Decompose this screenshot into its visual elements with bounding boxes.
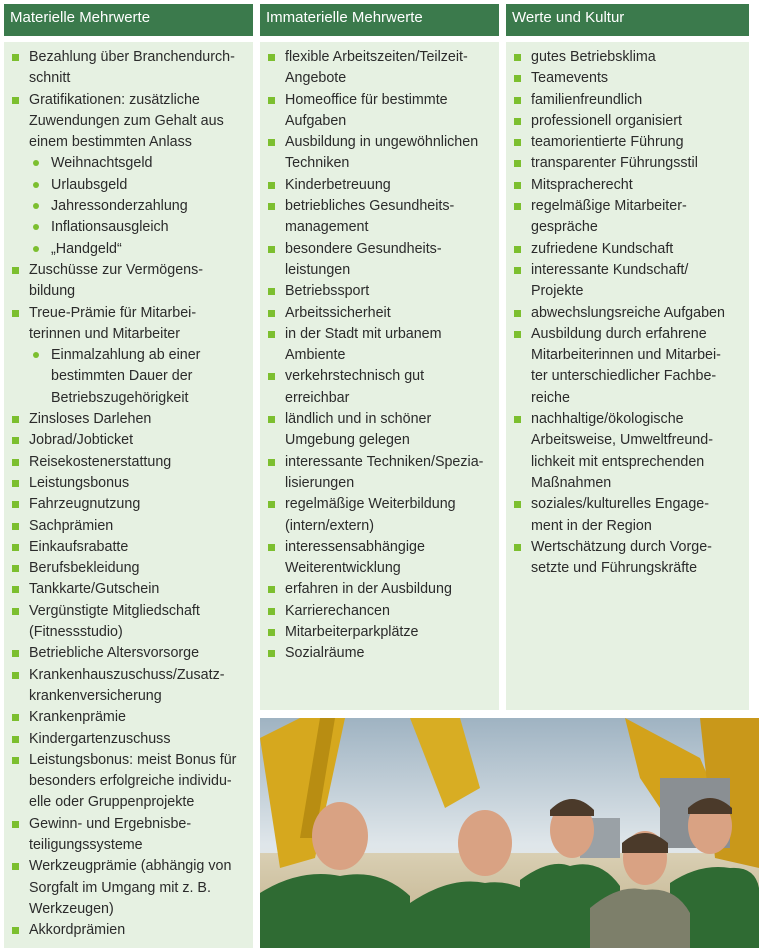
- list-item: [12, 558, 245, 579]
- bullet-square-icon: [12, 863, 19, 870]
- list-item-text: besondere Gesundheits- leistungen: [285, 240, 442, 278]
- bullet-square-icon: [268, 54, 275, 61]
- bullet-square-icon: [12, 565, 19, 572]
- bullet-dot-icon: [33, 203, 39, 209]
- list-item-text: Betriebliche Altersvorsorge: [29, 645, 200, 662]
- list-item-text: in der Stadt mit urbanem Ambiente: [285, 325, 442, 364]
- list-item-text: Zuschüsse zur Vermögens- bildung: [29, 261, 204, 300]
- list-item-text: Leistungsbonus: meist Bonus für besonders erfolgreiche individu- elle oder Gruppenprojekte: [29, 751, 237, 811]
- bullet-square-icon: [268, 629, 275, 636]
- bullet-square-icon: [268, 608, 275, 615]
- list-item-text: Fahrzeugnutzung: [29, 496, 141, 513]
- column-title: Werte und Kultur: [512, 9, 625, 26]
- list-item-text: erfahren in der Ausbildung: [285, 581, 452, 598]
- column-body-materielle: [4, 42, 253, 948]
- sub-list-item: [29, 239, 245, 260]
- list-item: [268, 452, 491, 495]
- bullet-square-icon: [514, 246, 521, 253]
- list-item-text: Jobrad/Jobticket: [29, 432, 134, 449]
- column-body-immaterielle: [260, 42, 499, 710]
- list-item-text: Karrierechancen: [285, 602, 390, 619]
- list-item-text: Arbeitssicherheit: [285, 304, 391, 321]
- bullet-dot-icon: [33, 246, 39, 252]
- sub-list-item-text: Jahressonderzahlung: [51, 198, 188, 215]
- bullet-square-icon: [12, 416, 19, 423]
- column-header-materielle: [4, 4, 253, 36]
- list-item: [514, 494, 741, 537]
- list-item: [12, 537, 245, 558]
- bullet-square-icon: [12, 608, 19, 615]
- list-item: [268, 601, 491, 622]
- list-item: [12, 260, 245, 303]
- bullet-square-icon: [268, 139, 275, 146]
- list-item: [12, 729, 245, 750]
- sub-list-item-text: Weihnachtsgeld: [51, 155, 153, 172]
- bullet-square-icon: [268, 203, 275, 210]
- list-item: [12, 707, 245, 728]
- benefit-list: [268, 47, 491, 665]
- list-item-text: Reisekostenerstattung: [29, 453, 172, 470]
- bullet-square-icon: [12, 310, 19, 317]
- column-body-werte: [506, 42, 749, 710]
- bullet-square-icon: [514, 331, 521, 338]
- bullet-square-icon: [268, 97, 275, 104]
- list-item-text: Teamevents: [531, 70, 609, 87]
- list-item-text: Treue-Prämie für Mitarbei- terinnen und Mitarbeiter: [29, 304, 197, 342]
- list-item: [514, 324, 741, 409]
- bullet-square-icon: [268, 246, 275, 253]
- bullet-square-icon: [514, 139, 521, 146]
- list-item: [514, 47, 741, 68]
- list-item: [268, 281, 491, 302]
- bullet-square-icon: [514, 203, 521, 210]
- list-item: [514, 90, 741, 111]
- bullet-square-icon: [514, 310, 521, 317]
- list-item: [268, 239, 491, 282]
- list-item: [268, 409, 491, 452]
- list-item: [12, 90, 245, 260]
- bullet-square-icon: [514, 75, 521, 82]
- list-item: [12, 473, 245, 494]
- list-item: [12, 750, 245, 814]
- list-item: [268, 494, 491, 537]
- bullet-square-icon: [12, 586, 19, 593]
- list-item: [268, 47, 491, 90]
- list-item: [268, 196, 491, 239]
- bullet-square-icon: [12, 97, 19, 104]
- list-item-text: betriebliches Gesundheits- management: [285, 198, 455, 236]
- sub-list-item: [29, 345, 245, 409]
- list-item-text: Gewinn- und Ergebnisbe- teiligungssysteme: [29, 815, 192, 853]
- list-item-text: Betriebssport: [285, 283, 370, 300]
- bullet-square-icon: [514, 118, 521, 125]
- list-item-text: Zinsloses Darlehen: [29, 411, 152, 428]
- list-item-text: Kindergartenzuschuss: [29, 730, 171, 747]
- list-item-text: Krankenprämie: [29, 709, 126, 726]
- bullet-square-icon: [12, 650, 19, 657]
- list-item: [12, 516, 245, 537]
- list-item-text: gutes Betriebsklima: [531, 49, 656, 65]
- list-item: [514, 153, 741, 174]
- list-item: [12, 430, 245, 451]
- list-item: [514, 111, 741, 132]
- bullet-square-icon: [268, 331, 275, 338]
- bullet-square-icon: [12, 437, 19, 444]
- bullet-square-icon: [268, 288, 275, 295]
- list-item-text: Gratifikationen: zusätzliche Zuwendungen zum Gehalt aus einem bestimmten Anlass: [29, 91, 224, 151]
- bullet-square-icon: [268, 650, 275, 657]
- column-title: Immaterielle Mehrwerte: [266, 9, 423, 26]
- list-item: [514, 303, 741, 324]
- bullet-square-icon: [12, 544, 19, 551]
- list-item-text: zufriedene Kundschaft: [531, 240, 674, 257]
- bullet-square-icon: [268, 310, 275, 317]
- list-item: [12, 814, 245, 857]
- bullet-square-icon: [12, 736, 19, 743]
- list-item-text: Werkzeugprämie (abhängig von Sorgfalt im Umgang mit z. B. Werkzeugen): [29, 858, 232, 917]
- list-item-text: Vergünstigte Mitgliedschaft (Fitnessstudio): [29, 602, 200, 641]
- list-item-text: Akkordprämien: [29, 922, 126, 939]
- list-item: [268, 303, 491, 324]
- sub-list: [29, 345, 245, 409]
- list-item: [268, 537, 491, 580]
- bullet-square-icon: [268, 586, 275, 593]
- sub-list-item: [29, 175, 245, 196]
- list-item-text: Wertschätzung durch Vorge- setzte und Führungskräfte: [531, 538, 712, 577]
- bullet-square-icon: [268, 459, 275, 466]
- list-item-text: Einkaufsrabatte: [29, 538, 129, 555]
- benefit-list: [514, 47, 741, 579]
- sub-list-item: [29, 217, 245, 238]
- list-item-text: interessante Techniken/Spezia- lisierungen: [285, 453, 484, 491]
- bullet-square-icon: [12, 672, 19, 679]
- list-item-text: interessante Kundschaft/ Projekte: [531, 261, 689, 300]
- list-item-text: Leistungsbonus: [29, 474, 130, 491]
- list-item: [12, 494, 245, 515]
- bullet-dot-icon: [33, 160, 39, 166]
- column-header-werte: [506, 4, 749, 36]
- list-item: [268, 175, 491, 196]
- list-item: [268, 366, 491, 409]
- bullet-square-icon: [514, 501, 521, 508]
- bullet-dot-icon: [33, 182, 39, 188]
- list-item: [514, 409, 741, 494]
- bullet-square-icon: [12, 757, 19, 764]
- list-item-text: verkehrstechnisch gut erreichbar: [285, 368, 425, 406]
- list-item-text: soziales/kulturelles Engage- ment in der Region: [531, 496, 710, 534]
- list-item: [12, 452, 245, 473]
- bullet-square-icon: [514, 97, 521, 104]
- bullet-square-icon: [268, 373, 275, 380]
- list-item: [268, 90, 491, 133]
- bullet-square-icon: [268, 544, 275, 551]
- list-item: [12, 601, 245, 644]
- sub-list-item: [29, 196, 245, 217]
- list-item: [12, 643, 245, 664]
- list-item: [514, 260, 741, 303]
- bullet-dot-icon: [33, 224, 39, 230]
- list-item-text: Mitarbeiterparkplätze: [285, 624, 419, 641]
- list-item-text: nachhaltige/ökologische Arbeitsweise, Umweltfreund- lichkeit mit entsprechenden Maßnahmen: [531, 411, 713, 491]
- list-item: [12, 409, 245, 430]
- bullet-square-icon: [514, 416, 521, 423]
- bullet-square-icon: [514, 160, 521, 167]
- team-photo: [260, 718, 759, 948]
- sub-list-item-text: Einmalzahlung ab einer bestimmten Dauer der Betriebszugehörigkeit: [51, 347, 201, 406]
- list-item-text: Ausbildung in ungewöhnlichen Techniken: [285, 134, 479, 172]
- bullet-square-icon: [12, 927, 19, 934]
- list-item: [514, 68, 741, 89]
- list-item-text: regelmäßige Mitarbeiter- gespräche: [531, 198, 687, 236]
- list-item-text: familienfreundlich: [531, 91, 643, 108]
- benefit-list: [12, 47, 245, 941]
- list-item: [12, 303, 245, 409]
- sub-list-item-text: Inflationsausgleich: [51, 219, 169, 236]
- sub-list-item-text: Urlaubsgeld: [51, 176, 128, 193]
- bullet-square-icon: [268, 416, 275, 423]
- bullet-square-icon: [268, 182, 275, 189]
- list-item: [268, 579, 491, 600]
- sub-list-item: [29, 153, 245, 174]
- bullet-square-icon: [12, 523, 19, 530]
- list-item-text: Berufsbekleidung: [29, 560, 140, 577]
- list-item-text: flexible Arbeitszeiten/Teilzeit- Angebote: [285, 49, 468, 87]
- list-item-text: transparenter Führungsstil: [531, 155, 698, 172]
- list-item-text: Kinderbetreuung: [285, 176, 391, 193]
- column-header-immaterielle: [260, 4, 499, 36]
- list-item: [268, 132, 491, 175]
- column-title: Materielle Mehrwerte: [10, 9, 151, 26]
- list-item-text: Homeoffice für bestimmte Aufgaben: [285, 91, 448, 129]
- sub-list: [29, 153, 245, 259]
- list-item: [268, 622, 491, 643]
- list-item-text: Mitspracherecht: [531, 176, 633, 193]
- list-item-text: Krankenhauszuschuss/Zusatz- krankenversicherung: [29, 666, 225, 704]
- bullet-dot-icon: [33, 352, 39, 358]
- bullet-square-icon: [12, 501, 19, 508]
- list-item: [268, 643, 491, 664]
- bullet-square-icon: [514, 182, 521, 189]
- bullet-square-icon: [12, 267, 19, 274]
- list-item-text: interessensabhängige Weiterentwicklung: [285, 538, 425, 577]
- sub-list-item-text: „Handgeld“: [51, 240, 122, 257]
- list-item-text: Bezahlung über Branchendurch- schnitt: [29, 49, 235, 87]
- list-item: [12, 920, 245, 941]
- list-item-text: ländlich und in schöner Umgebung gelegen: [285, 411, 432, 449]
- bullet-square-icon: [12, 54, 19, 61]
- list-item: [514, 537, 741, 580]
- bullet-square-icon: [12, 821, 19, 828]
- bullet-square-icon: [514, 267, 521, 274]
- list-item: [12, 47, 245, 90]
- list-item: [514, 196, 741, 239]
- list-item-text: Ausbildung durch erfahrene Mitarbeiterinnen und Mitarbei- ter unterschiedlicher Fachbe- reiche: [531, 325, 721, 406]
- bullet-square-icon: [514, 544, 521, 551]
- list-item: [268, 324, 491, 367]
- list-item-text: regelmäßige Weiterbildung (intern/extern): [285, 496, 456, 534]
- list-item: [514, 175, 741, 196]
- list-item: [514, 239, 741, 260]
- list-item: [12, 665, 245, 708]
- list-item: [12, 579, 245, 600]
- bullet-square-icon: [12, 714, 19, 721]
- list-item-text: abwechslungsreiche Aufgaben: [531, 304, 725, 321]
- bullet-square-icon: [12, 480, 19, 487]
- list-item: [12, 856, 245, 920]
- bullet-square-icon: [268, 501, 275, 508]
- list-item-text: Sachprämien: [29, 517, 114, 534]
- bullet-square-icon: [12, 459, 19, 466]
- list-item-text: Tankkarte/Gutschein: [29, 581, 160, 598]
- bullet-square-icon: [514, 54, 521, 61]
- list-item: [514, 132, 741, 153]
- list-item-text: teamorientierte Führung: [531, 134, 684, 151]
- list-item-text: professionell organisiert: [531, 112, 682, 129]
- list-item-text: Sozialräume: [285, 645, 365, 662]
